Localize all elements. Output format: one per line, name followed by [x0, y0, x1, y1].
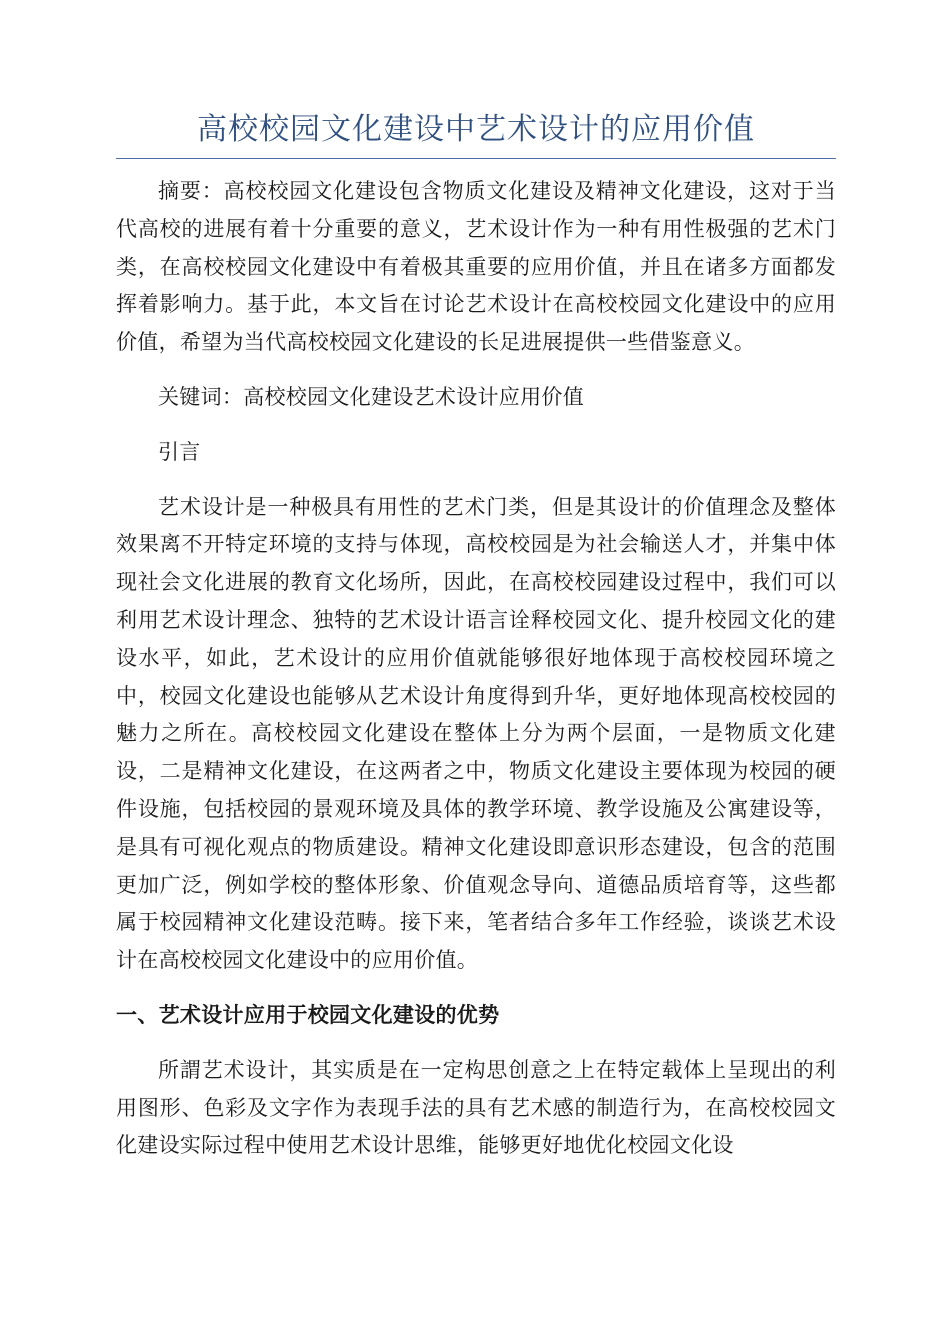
title-underline — [116, 158, 836, 159]
intro-paragraph: 艺术设计是一种极具有用性的艺术门类，但是其设计的价值理念及整体效果离不开特定环境的支持与体现，高校校园是为社会输送人才，并集中体现社会文化进展的教育文化场所，因此，在高校校园建设过程中，我们可以利用艺术设计理念、独特的艺术设计语言诠释校园文化、提升校园文化的建设水平，如此，艺术设计的应用价值就能够很好地体现于高校校园环境之中，校园文化建设也能够从艺术设计角度得到升华，更好地体现高校校园的魅力之所在。高校校园文化建设在整体上分为两个层面，一是物质文化建设，二是精神文化建设，在这两者之中，物质文化建设主要体现为校园的硬件设施，包括校园的景观环境及具体的教学环境、教学设施及公寓建设等，是具有可视化观点的物质建设。精神文化建设即意识形态建设，包含的范围更加广泛，例如学校的整体形象、价值观念导向、道德品质培育等，这些都属于校园精神文化建设范畴。接下来，笔者结合多年工作经验，谈谈艺术设计在高校校园文化建设中的应用价值。 — [116, 494, 836, 973]
section-1-heading: 一、艺术设计应用于校园文化建设的优势 — [116, 1002, 500, 1027]
document-page — [116, 110, 836, 1165]
section-1-paragraph: 所謂艺术设计，其实质是在一定构思创意之上在特定载体上呈现出的利用图形、色彩及文字作为表现手法的具有艺术感的制造行为，在高校校园文化建设实际过程中使用艺术设计思维，能够更好地优化校园文化设 — [116, 1057, 836, 1158]
abstract-paragraph: 摘要：高校校园文化建设包含物质文化建设及精神文化建设，这对于当代高校的进展有着十分重要的意义，艺术设计作为一种有用性极强的艺术门类，在高校校园文化建设中有着极其重要的应用价值，并且在诸多方面都发挥着影响力。基于此，本文旨在讨论艺术设计在高校校园文化建设中的应用价值，希望为当代高校校园文化建设的长足进展提供一些借鉴意义。 — [116, 179, 836, 355]
keywords-paragraph: 关键词：高校校园文化建设艺术设计应用价值 — [158, 384, 584, 409]
document-title: 高校校园文化建设中艺术设计的应用价值 — [197, 112, 755, 147]
intro-heading: 引言 — [158, 439, 201, 464]
